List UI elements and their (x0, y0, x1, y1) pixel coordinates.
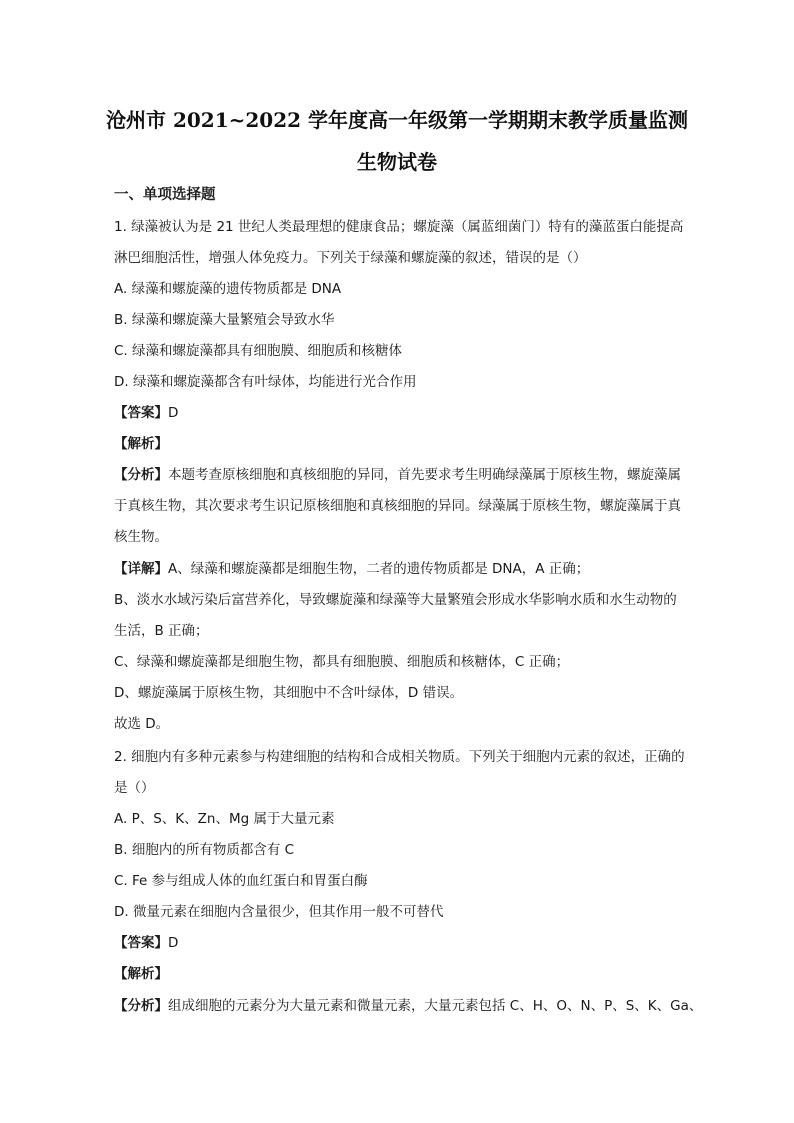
q2-fenxi-tag: 【分析】 (114, 998, 168, 1014)
q1-stem-line1: 1. 绿藻被认为是 21 世纪人类最理想的健康食品；螺旋藻（属蓝细菌门）特有的藻蓝蛋白能提高 (114, 219, 684, 235)
q2-option-a: A. P、S、K、Zn、Mg 属于大量元素 (114, 811, 335, 827)
q2-answer (114, 934, 178, 952)
q1-stem-line2: 淋巴细胞活性，增强人体免疫力。下列关于绿藻和螺旋藻的叙述，错误的是（） (114, 250, 587, 266)
q2-option-b: B. 细胞内的所有物质都含有 C (114, 842, 295, 858)
q1-detail-tag: 【详解】 (114, 561, 168, 577)
q1-fenxi-line2: 于真核生物，其次要求考生识记原核细胞和真核细胞的异同。绿藻属于原核生物，螺旋藻属于真 (114, 498, 681, 514)
q1-detail-line2: B、淡水水域污染后富营养化，导致螺旋藻和绿藻等大量繁殖会形成水华影响水质和水生动物的 (114, 592, 677, 608)
q1-answer-tag: 【答案】 (114, 405, 168, 421)
q2-option-d: D. 微量元素在细胞内含量很少，但其作用一般不可替代 (114, 904, 444, 920)
q1-detail-text1: A、绿藻和螺旋藻都是细胞生物，二者的遗传物质都是 DNA，A 正确； (168, 561, 590, 577)
q1-fenxi-line3: 核生物。 (114, 529, 168, 545)
q1-analysis-tag: 【解析】 (114, 436, 168, 452)
q2-stem-line2: 是（） (114, 780, 155, 796)
q1-option-d: D. 绿藻和螺旋藻都含有叶绿体，均能进行光合作用 (114, 374, 417, 390)
q1-fenxi-text1: 本题考查原核细胞和真核细胞的异同，首先要求考生明确绿藻属于原核生物，螺旋藻属 (168, 467, 681, 483)
q2-answer-value: D (168, 935, 179, 951)
document-subtitle: 生物试卷 (357, 150, 437, 174)
q1-detail-line5: D、螺旋藻属于原核生物，其细胞中不含叶绿体，D 错误。 (114, 685, 464, 701)
q1-option-c: C. 绿藻和螺旋藻都具有细胞膜、细胞质和核糖体 (114, 343, 403, 359)
q1-answer-value: D (168, 405, 179, 421)
q2-fenxi-line1 (114, 997, 702, 1015)
q1-fenxi-tag: 【分析】 (114, 467, 168, 483)
q1-detail-line4: C、绿藻和螺旋藻都是细胞生物，都具有细胞膜、细胞质和核糖体，C 正确； (114, 654, 570, 670)
q2-fenxi-text1: 组成细胞的元素分为大量元素和微量元素，大量元素包括 C、H、O、N、P、S、K、Ga、 (168, 998, 703, 1014)
document-title: 沧州市 2021~2022 学年度高一年级第一学期期末教学质量监测 (105, 108, 688, 132)
q1-conclusion: 故选 D。 (114, 716, 170, 732)
q1-answer (114, 404, 178, 422)
q2-answer-tag: 【答案】 (114, 935, 168, 951)
section-heading: 一、单项选择题 (114, 187, 216, 203)
q1-fenxi-line1 (114, 466, 681, 484)
q1-option-a: A. 绿藻和螺旋藻的遗传物质都是 DNA (114, 281, 342, 297)
q2-analysis-tag: 【解析】 (114, 966, 168, 982)
q2-stem-line1: 2. 细胞内有多种元素参与构建细胞的结构和合成相关物质。下列关于细胞内元素的叙述，正确的 (114, 749, 685, 765)
q2-option-c: C. Fe 参与组成人体的血红蛋白和胃蛋白酶 (114, 873, 368, 889)
q1-detail-line3: 生活，B 正确； (114, 623, 209, 639)
q1-option-b: B. 绿藻和螺旋藻大量繁殖会导致水华 (114, 312, 335, 328)
q1-detail-line1 (114, 560, 589, 578)
